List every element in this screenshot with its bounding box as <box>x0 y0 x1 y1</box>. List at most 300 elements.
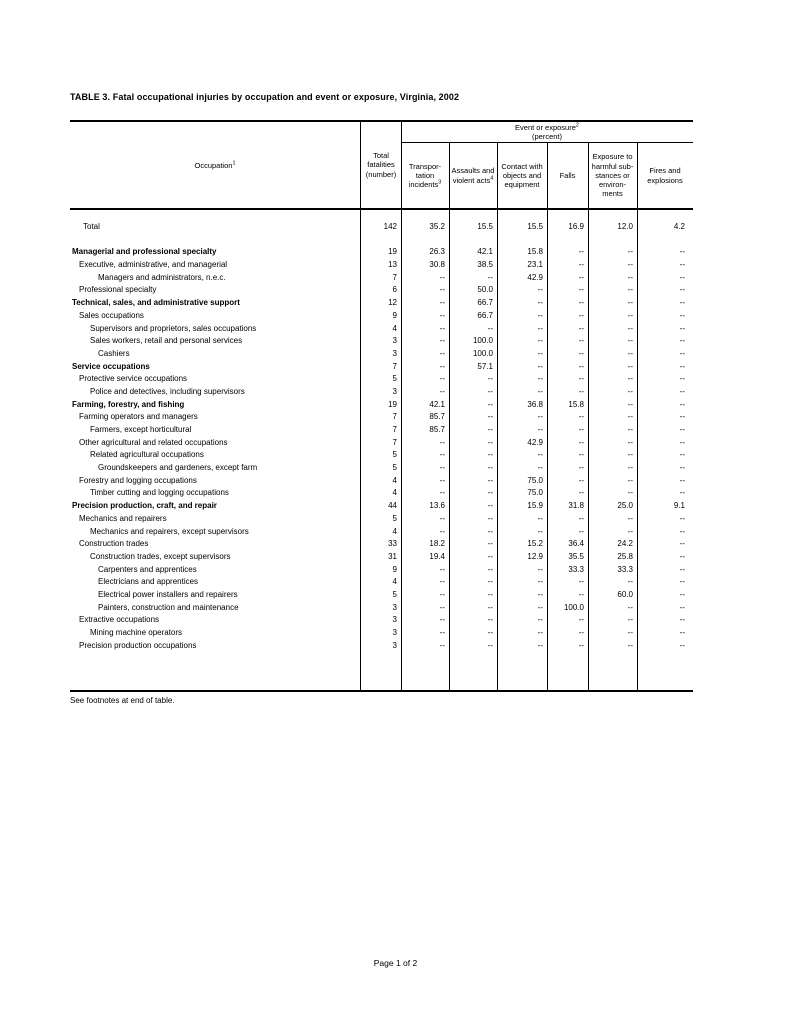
cell-value: -- <box>487 475 493 485</box>
cell-value: -- <box>679 374 685 384</box>
cell-value: 4 <box>392 577 397 587</box>
table-row <box>70 602 693 615</box>
cell-value: -- <box>578 323 584 333</box>
cell-value: 100.0 <box>563 602 584 612</box>
cell-value: 9 <box>392 564 397 574</box>
header-line: explosions <box>647 175 683 185</box>
cell-value: -- <box>578 628 584 637</box>
cell-value: -- <box>679 450 685 460</box>
cell-value: -- <box>537 361 543 371</box>
cell-value: -- <box>578 615 584 625</box>
occupation-label: Forestry and logging occupations <box>79 475 197 485</box>
cell-value: 75.0 <box>527 488 543 498</box>
cell-value: -- <box>627 640 633 650</box>
cell-value: -- <box>537 463 543 473</box>
table-row <box>70 462 693 475</box>
cell-value: -- <box>487 551 493 561</box>
occupation-label: Farmers, except horticultural <box>90 425 192 434</box>
event-column-header-falls <box>547 143 588 208</box>
cell-value: -- <box>487 615 493 625</box>
cell-value: -- <box>439 564 445 574</box>
total-header-line: (number) <box>365 169 397 179</box>
cell-value: -- <box>627 374 633 384</box>
occupation-label: Managers and administrators, n.e.c. <box>98 272 226 282</box>
table-body <box>70 210 693 690</box>
occupation-label: Technical, sales, and administrative support <box>72 298 240 308</box>
header-line: stances or <box>595 170 630 180</box>
header-line: objects and <box>502 170 542 180</box>
header-line: harmful sub- <box>591 161 634 171</box>
cell-value: -- <box>627 298 633 308</box>
cell-value: -- <box>627 310 633 320</box>
cell-value: -- <box>439 589 445 599</box>
cell-value: -- <box>487 412 493 422</box>
cell-value: -- <box>627 513 633 523</box>
cell-value: -- <box>679 399 685 409</box>
cell-value: 23.1 <box>527 260 543 270</box>
header-line: incidents$^3$ <box>408 179 442 190</box>
cell-value: -- <box>537 615 543 625</box>
cell-value: -- <box>439 310 445 320</box>
cell-value: 42.1 <box>477 247 493 257</box>
occupation-label: Precision production, craft, and repair <box>72 501 217 511</box>
cell-value: -- <box>679 488 685 498</box>
cell-value: -- <box>487 374 493 384</box>
cell-value: -- <box>627 488 633 498</box>
cell-value: -- <box>439 577 445 587</box>
header-line: violent acts$^4$ <box>452 175 494 185</box>
occupation-label: Precision production occupations <box>79 640 197 650</box>
cell-value: -- <box>487 589 493 599</box>
cell-value: -- <box>578 361 584 371</box>
cell-value: 3 <box>392 602 397 612</box>
cell-value: -- <box>627 437 633 447</box>
cell-value: -- <box>537 348 543 358</box>
cell-value: -- <box>679 628 685 637</box>
cell-value: -- <box>537 374 543 384</box>
cell-value: -- <box>679 260 685 270</box>
spacer-row <box>70 234 693 247</box>
occupation-label: Sales occupations <box>79 310 144 320</box>
cell-value: 4 <box>392 475 397 485</box>
occupation-label: Mechanics and repairers <box>79 513 167 523</box>
cell-value: 19 <box>388 399 397 409</box>
cell-value: -- <box>439 628 445 637</box>
cell-value: 15.5 <box>527 222 543 231</box>
cell-value: 5 <box>392 513 397 523</box>
cell-value: -- <box>679 412 685 422</box>
footnote-marker: 4 <box>490 175 494 181</box>
cell-value: -- <box>439 463 445 473</box>
table-row <box>70 640 693 653</box>
header-line: tation <box>415 170 435 180</box>
total-header-line: fatalities <box>367 160 395 170</box>
occupation-label: Total <box>83 222 100 231</box>
cell-value: 15.8 <box>527 247 543 257</box>
cell-value: -- <box>627 463 633 473</box>
event-exposure-group-header: Event or exposure$^2$ <box>515 122 579 132</box>
table-row <box>70 576 693 589</box>
cell-value: 4 <box>392 323 397 333</box>
cell-value: -- <box>439 272 445 282</box>
cell-value: 16.9 <box>568 222 584 231</box>
occupation-label: Extractive occupations <box>79 615 160 625</box>
table-row <box>70 348 693 361</box>
cell-value: 35.2 <box>429 222 445 231</box>
table-row <box>70 284 693 297</box>
table-title: TABLE 3. Fatal occupational injuries by occupation and event or exposure, Virginia, 2002 <box>70 92 460 102</box>
occupation-label: Farming operators and managers <box>79 412 198 422</box>
table-row <box>70 399 693 412</box>
cell-value: 3 <box>392 640 397 650</box>
cell-value: 3 <box>392 628 397 637</box>
occupation-label: Timber cutting and logging occupations <box>90 488 229 498</box>
occupation-label: Other agricultural and related occupations <box>79 437 228 447</box>
cell-value: -- <box>487 539 493 549</box>
table-row <box>70 373 693 386</box>
occupation-label: Painters, construction and maintenance <box>98 602 239 612</box>
cell-value: -- <box>578 336 584 346</box>
occupation-label: Service occupations <box>72 361 150 371</box>
table-row <box>70 361 693 374</box>
event-column-header-fires-explosions <box>637 143 693 208</box>
header-line: Fires and <box>649 166 681 176</box>
header-line: Transpor- <box>408 161 442 171</box>
cell-value: 30.8 <box>429 260 445 270</box>
cell-value: 7 <box>392 437 397 447</box>
cell-value: -- <box>679 475 685 485</box>
cell-value: -- <box>537 412 543 422</box>
cell-value: -- <box>439 298 445 308</box>
cell-value: -- <box>487 463 493 473</box>
cell-value: -- <box>487 399 493 409</box>
cell-value: -- <box>679 437 685 447</box>
occupation-label: Sales workers, retail and personal services <box>90 336 243 346</box>
cell-value: -- <box>627 628 633 637</box>
table-row <box>70 475 693 488</box>
occupation-label: Carpenters and apprentices <box>98 564 197 574</box>
cell-value: 3 <box>392 386 397 396</box>
cell-value: -- <box>679 323 685 333</box>
table-row <box>70 513 693 526</box>
table-row <box>70 564 693 577</box>
cell-value: -- <box>578 310 584 320</box>
cell-value: -- <box>487 577 493 587</box>
cell-value: 36.4 <box>568 539 584 549</box>
occupation-label: Groundskeepers and gardeners, except farm <box>98 463 258 473</box>
cell-value: 85.7 <box>429 425 445 434</box>
cell-value: -- <box>578 374 584 384</box>
cell-value: -- <box>679 526 685 536</box>
cell-value: 3 <box>392 336 397 346</box>
cell-value: -- <box>439 374 445 384</box>
table-row <box>70 259 693 272</box>
cell-value: -- <box>679 386 685 396</box>
table-row <box>70 500 693 513</box>
cell-value: -- <box>578 272 584 282</box>
cell-value: -- <box>627 526 633 536</box>
table-row <box>70 386 693 399</box>
cell-value: -- <box>627 577 633 587</box>
cell-value: -- <box>487 640 493 650</box>
event-column-header-contact-objects-equipment <box>497 143 547 208</box>
header-line: Falls <box>559 170 576 180</box>
cell-value: -- <box>537 310 543 320</box>
footnote-marker: 1 <box>232 160 236 166</box>
cell-value: 31 <box>388 551 397 561</box>
table-row <box>70 437 693 450</box>
occupation-label: Farming, forestry, and fishing <box>72 399 185 409</box>
cell-value: -- <box>439 526 445 536</box>
cell-value: 6 <box>392 285 397 295</box>
cell-value: -- <box>578 513 584 523</box>
cell-value: 7 <box>392 425 397 434</box>
cell-value: -- <box>627 323 633 333</box>
occupation-column-header: Occupation$^1$ <box>194 160 236 170</box>
cell-value: -- <box>537 640 543 650</box>
cell-value: -- <box>679 298 685 308</box>
cell-value: -- <box>627 247 633 257</box>
occupation-label: Construction trades, except supervisors <box>90 551 231 561</box>
table-row <box>70 221 693 234</box>
cell-value: -- <box>487 564 493 574</box>
occupation-label: Cashiers <box>98 348 130 358</box>
event-column-header-assaults-violent-acts <box>449 143 497 208</box>
cell-value: 12.0 <box>617 222 633 231</box>
cell-value: -- <box>578 589 584 599</box>
cell-value: -- <box>439 488 445 498</box>
cell-value: -- <box>487 488 493 498</box>
cell-value: -- <box>679 310 685 320</box>
footnote: See footnotes at end of table. <box>70 696 175 705</box>
cell-value: -- <box>439 323 445 333</box>
cell-value: -- <box>679 272 685 282</box>
cell-value: 24.2 <box>617 539 633 549</box>
cell-value: -- <box>627 615 633 625</box>
cell-value: 66.7 <box>477 310 493 320</box>
occupation-label: Professional specialty <box>79 285 157 295</box>
table-row <box>70 246 693 259</box>
cell-value: 35.5 <box>568 551 584 561</box>
cell-value: -- <box>679 425 685 434</box>
cell-value: -- <box>627 399 633 409</box>
data-table <box>70 120 693 692</box>
cell-value: -- <box>537 386 543 396</box>
cell-value: 15.9 <box>527 501 543 511</box>
total-fatalities-column-header <box>361 122 401 208</box>
cell-value: -- <box>578 386 584 396</box>
cell-value: -- <box>487 323 493 333</box>
total-header-line: Total <box>373 150 389 160</box>
cell-value: -- <box>627 260 633 270</box>
header-line: Exposure to <box>592 152 633 162</box>
cell-value: -- <box>537 323 543 333</box>
cell-value: 60.0 <box>617 589 633 599</box>
cell-value: 57.1 <box>477 361 493 371</box>
cell-value: -- <box>439 361 445 371</box>
cell-value: 42.9 <box>527 437 543 447</box>
cell-value: -- <box>627 386 633 396</box>
cell-value: 18.2 <box>429 539 445 549</box>
cell-value: 33.3 <box>568 564 584 574</box>
cell-value: -- <box>627 348 633 358</box>
table-row <box>70 627 693 640</box>
cell-value: -- <box>578 450 584 460</box>
cell-value: 25.0 <box>617 501 633 511</box>
cell-value: -- <box>679 361 685 371</box>
cell-value: -- <box>679 463 685 473</box>
table-row <box>70 272 693 285</box>
cell-value: -- <box>537 425 543 434</box>
table-row <box>70 411 693 424</box>
cell-value: -- <box>487 272 493 282</box>
cell-value: -- <box>487 602 493 612</box>
cell-value: 4 <box>392 526 397 536</box>
header-line: Contact with <box>501 161 543 171</box>
cell-value: -- <box>537 564 543 574</box>
table-row <box>70 614 693 627</box>
cell-value: -- <box>537 513 543 523</box>
cell-value: -- <box>487 628 493 637</box>
cell-value: -- <box>487 386 493 396</box>
cell-value: -- <box>537 336 543 346</box>
cell-value: -- <box>578 260 584 270</box>
cell-value: 7 <box>392 361 397 371</box>
cell-value: 15.5 <box>477 222 493 231</box>
cell-value: -- <box>439 285 445 295</box>
cell-value: 15.2 <box>527 539 543 549</box>
cell-value: -- <box>578 348 584 358</box>
cell-value: 75.0 <box>527 475 543 485</box>
cell-value: -- <box>627 285 633 295</box>
cell-value: 100.0 <box>472 348 493 358</box>
cell-value: -- <box>578 437 584 447</box>
cell-value: -- <box>487 437 493 447</box>
table-row <box>70 589 693 602</box>
cell-value: -- <box>439 615 445 625</box>
cell-value: -- <box>578 526 584 536</box>
cell-value: -- <box>627 336 633 346</box>
cell-value: -- <box>439 336 445 346</box>
cell-value: -- <box>679 602 685 612</box>
cell-value: 7 <box>392 272 397 282</box>
cell-value: -- <box>537 628 543 637</box>
cell-value: -- <box>578 463 584 473</box>
table-row <box>70 424 693 437</box>
cell-value: 3 <box>392 348 397 358</box>
cell-value: 7 <box>392 412 397 422</box>
cell-value: -- <box>679 640 685 650</box>
cell-value: -- <box>578 640 584 650</box>
cell-value: -- <box>679 564 685 574</box>
event-column-header-transportation-incidents <box>401 143 449 208</box>
header-line: environ- <box>598 180 627 190</box>
cell-value: -- <box>679 336 685 346</box>
cell-value: -- <box>487 501 493 511</box>
cell-value: 66.7 <box>477 298 493 308</box>
cell-value: -- <box>537 298 543 308</box>
header-line: Assaults and <box>451 166 495 176</box>
cell-value: 9 <box>392 310 397 320</box>
cell-value: -- <box>439 513 445 523</box>
cell-value: -- <box>627 602 633 612</box>
cell-value: -- <box>537 602 543 612</box>
cell-value: -- <box>578 475 584 485</box>
page-number: Page 1 of 2 <box>373 958 418 968</box>
cell-value: 5 <box>392 450 397 460</box>
cell-value: -- <box>679 513 685 523</box>
table-row <box>70 526 693 539</box>
cell-value: 12 <box>388 298 397 308</box>
cell-value: -- <box>627 450 633 460</box>
occupation-label: Electricians and apprentices <box>98 577 199 587</box>
occupation-label: Mechanics and repairers, except supervisors <box>90 526 249 536</box>
table-row <box>70 487 693 500</box>
cell-value: -- <box>679 285 685 295</box>
header-line: ments <box>602 189 623 199</box>
table-row <box>70 310 693 323</box>
cell-value: 9.1 <box>673 501 685 511</box>
occupation-label: Executive, administrative, and managerial <box>79 260 228 270</box>
cell-value: -- <box>578 425 584 434</box>
event-column-headers <box>401 143 693 208</box>
cell-value: 13.6 <box>429 501 445 511</box>
occupation-label: Supervisors and proprietors, sales occupations <box>90 323 257 333</box>
cell-value: 36.8 <box>527 399 543 409</box>
occupation-label: Protective service occupations <box>79 374 188 384</box>
cell-value: -- <box>578 577 584 587</box>
cell-value: -- <box>578 285 584 295</box>
cell-value: -- <box>679 539 685 549</box>
cell-value: 19.4 <box>429 551 445 561</box>
cell-value: -- <box>679 615 685 625</box>
table-row <box>70 551 693 564</box>
cell-value: -- <box>578 298 584 308</box>
cell-value: 25.8 <box>617 551 633 561</box>
table-row <box>70 449 693 462</box>
cell-value: 5 <box>392 463 397 473</box>
cell-value: 42.9 <box>527 272 543 282</box>
cell-value: -- <box>537 285 543 295</box>
cell-value: -- <box>627 361 633 371</box>
cell-value: 33 <box>388 539 397 549</box>
table-row <box>70 323 693 336</box>
cell-value: 100.0 <box>472 336 493 346</box>
cell-value: -- <box>439 348 445 358</box>
cell-value: 44 <box>388 501 397 511</box>
occupation-label: Managerial and professional specialty <box>72 247 217 257</box>
cell-value: 85.7 <box>429 412 445 422</box>
occupation-label: Mining machine operators <box>90 628 183 637</box>
cell-value: -- <box>439 450 445 460</box>
cell-value: 12.9 <box>527 551 543 561</box>
table-row <box>70 297 693 310</box>
cell-value: 38.5 <box>477 260 493 270</box>
cell-value: -- <box>537 589 543 599</box>
cell-value: -- <box>578 247 584 257</box>
cell-value: 4.2 <box>673 222 685 231</box>
percent-label: (percent) <box>531 132 562 141</box>
footnote-marker: 3 <box>438 179 442 186</box>
cell-value: -- <box>627 425 633 434</box>
cell-value: 50.0 <box>477 285 493 295</box>
cell-value: 15.8 <box>568 399 584 409</box>
cell-value: 5 <box>392 374 397 384</box>
cell-value: -- <box>537 526 543 536</box>
cell-value: -- <box>627 272 633 282</box>
occupation-label: Police and detectives, including supervisors <box>90 386 245 396</box>
event-column-header-exposure-harmful-substances <box>588 143 637 208</box>
